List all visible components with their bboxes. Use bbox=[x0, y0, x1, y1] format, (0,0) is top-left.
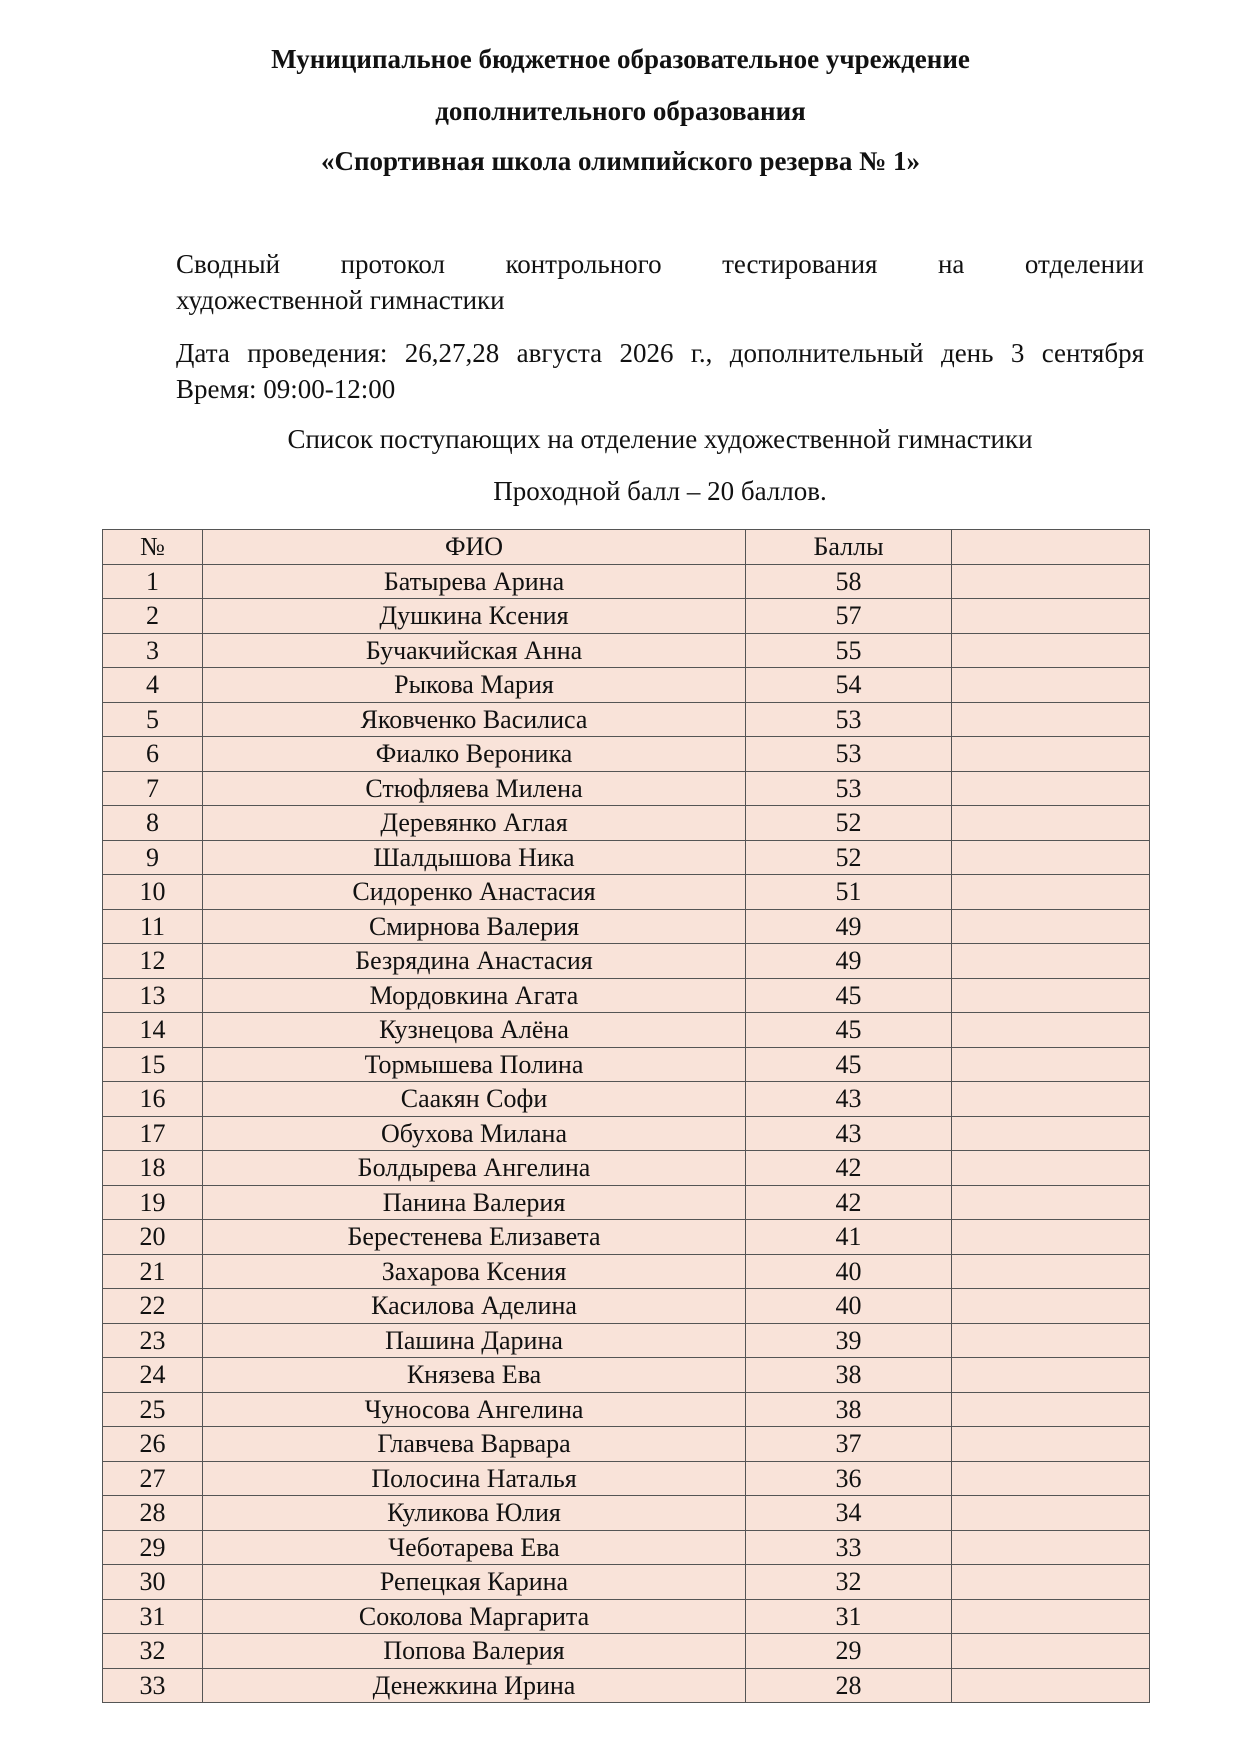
header-name: ФИО bbox=[203, 530, 746, 565]
row-extra-cell bbox=[952, 840, 1150, 875]
row-score: 32 bbox=[746, 1565, 952, 1600]
row-score: 34 bbox=[746, 1496, 952, 1531]
row-extra-cell bbox=[952, 599, 1150, 634]
row-score: 38 bbox=[746, 1358, 952, 1393]
row-score: 57 bbox=[746, 599, 952, 634]
pass-score: Проходной балл – 20 баллов. bbox=[493, 476, 827, 506]
row-extra-cell bbox=[952, 1323, 1150, 1358]
row-score: 45 bbox=[746, 1047, 952, 1082]
row-score: 37 bbox=[746, 1427, 952, 1462]
table-row bbox=[103, 564, 1150, 599]
row-name: Берестенева Елизавета bbox=[203, 1220, 746, 1255]
row-number: 8 bbox=[103, 806, 203, 841]
row-number: 33 bbox=[103, 1668, 203, 1703]
row-extra-cell bbox=[952, 1461, 1150, 1496]
row-name: Душкина Ксения bbox=[203, 599, 746, 634]
row-name: Касилова Аделина bbox=[203, 1289, 746, 1324]
table-row bbox=[103, 1461, 1150, 1496]
row-name: Деревянко Аглая bbox=[203, 806, 746, 841]
row-extra-cell bbox=[952, 1599, 1150, 1634]
row-score: 28 bbox=[746, 1668, 952, 1703]
row-name: Чеботарева Ева bbox=[203, 1530, 746, 1565]
row-extra-cell bbox=[952, 1668, 1150, 1703]
table-row bbox=[103, 1082, 1150, 1117]
row-number: 21 bbox=[103, 1254, 203, 1289]
table-row bbox=[103, 1392, 1150, 1427]
row-score: 39 bbox=[746, 1323, 952, 1358]
row-extra-cell bbox=[952, 1254, 1150, 1289]
table-row bbox=[103, 875, 1150, 910]
row-score: 41 bbox=[746, 1220, 952, 1255]
row-extra-cell bbox=[952, 1530, 1150, 1565]
table-row bbox=[103, 1220, 1150, 1255]
table-row bbox=[103, 1530, 1150, 1565]
row-number: 28 bbox=[103, 1496, 203, 1531]
row-name: Смирнова Валерия bbox=[203, 909, 746, 944]
row-name: Яковченко Василиса bbox=[203, 702, 746, 737]
row-number: 14 bbox=[103, 1013, 203, 1048]
table-row bbox=[103, 1289, 1150, 1324]
row-extra-cell bbox=[952, 1358, 1150, 1393]
row-score: 42 bbox=[746, 1185, 952, 1220]
table-row bbox=[103, 1047, 1150, 1082]
row-extra-cell bbox=[952, 771, 1150, 806]
row-extra-cell bbox=[952, 1634, 1150, 1669]
row-name: Попова Валерия bbox=[203, 1634, 746, 1669]
row-score: 45 bbox=[746, 978, 952, 1013]
row-extra-cell bbox=[952, 909, 1150, 944]
row-score: 40 bbox=[746, 1254, 952, 1289]
row-name: Фиалко Вероника bbox=[203, 737, 746, 772]
table-row bbox=[103, 771, 1150, 806]
row-number: 3 bbox=[103, 633, 203, 668]
table-row bbox=[103, 702, 1150, 737]
row-score: 53 bbox=[746, 737, 952, 772]
table-row bbox=[103, 1668, 1150, 1703]
protocol-date: Дата проведения: 26,27,28 августа 2026 г., дополнительный день 3 сентября bbox=[176, 338, 1144, 368]
row-number: 15 bbox=[103, 1047, 203, 1082]
row-number: 17 bbox=[103, 1116, 203, 1151]
row-name: Кузнецова Алёна bbox=[203, 1013, 746, 1048]
table-row bbox=[103, 909, 1150, 944]
row-score: 54 bbox=[746, 668, 952, 703]
table-row bbox=[103, 1427, 1150, 1462]
row-number: 18 bbox=[103, 1151, 203, 1186]
table-row bbox=[103, 840, 1150, 875]
row-name: Саакян Софи bbox=[203, 1082, 746, 1117]
row-name: Репецкая Карина bbox=[203, 1565, 746, 1600]
list-title: Список поступающих на отделение художественной гимнастики bbox=[287, 424, 1033, 454]
row-extra-cell bbox=[952, 1565, 1150, 1600]
row-score: 51 bbox=[746, 875, 952, 910]
row-number: 2 bbox=[103, 599, 203, 634]
table-row bbox=[103, 1565, 1150, 1600]
row-number: 30 bbox=[103, 1565, 203, 1600]
row-number: 32 bbox=[103, 1634, 203, 1669]
table-body bbox=[103, 564, 1150, 1703]
row-number: 22 bbox=[103, 1289, 203, 1324]
table-row bbox=[103, 633, 1150, 668]
table-row bbox=[103, 1254, 1150, 1289]
row-number: 1 bbox=[103, 564, 203, 599]
row-score: 38 bbox=[746, 1392, 952, 1427]
row-number: 10 bbox=[103, 875, 203, 910]
row-name: Мордовкина Агата bbox=[203, 978, 746, 1013]
row-score: 43 bbox=[746, 1116, 952, 1151]
row-name: Рыкова Мария bbox=[203, 668, 746, 703]
row-score: 42 bbox=[746, 1151, 952, 1186]
row-score: 55 bbox=[746, 633, 952, 668]
row-extra-cell bbox=[952, 806, 1150, 841]
protocol-title-line2: художественной гимнастики bbox=[176, 285, 505, 315]
row-extra-cell bbox=[952, 1220, 1150, 1255]
table-header-row bbox=[103, 530, 1150, 565]
table-row bbox=[103, 1116, 1150, 1151]
row-extra-cell bbox=[952, 944, 1150, 979]
row-number: 29 bbox=[103, 1530, 203, 1565]
row-score: 43 bbox=[746, 1082, 952, 1117]
protocol-title-line1: Сводный протокол контрольного тестирования на отделении bbox=[176, 249, 1144, 279]
row-score: 49 bbox=[746, 944, 952, 979]
row-number: 26 bbox=[103, 1427, 203, 1462]
row-extra-cell bbox=[952, 668, 1150, 703]
row-score: 52 bbox=[746, 806, 952, 841]
table-row bbox=[103, 1634, 1150, 1669]
row-number: 13 bbox=[103, 978, 203, 1013]
row-number: 20 bbox=[103, 1220, 203, 1255]
table-row bbox=[103, 944, 1150, 979]
row-score: 49 bbox=[746, 909, 952, 944]
row-extra-cell bbox=[952, 633, 1150, 668]
row-extra-cell bbox=[952, 875, 1150, 910]
row-score: 40 bbox=[746, 1289, 952, 1324]
row-name: Шалдышова Ника bbox=[203, 840, 746, 875]
row-score: 58 bbox=[746, 564, 952, 599]
row-number: 25 bbox=[103, 1392, 203, 1427]
row-score: 31 bbox=[746, 1599, 952, 1634]
row-name: Тормышева Полина bbox=[203, 1047, 746, 1082]
table-row bbox=[103, 599, 1150, 634]
row-number: 31 bbox=[103, 1599, 203, 1634]
row-name: Пашина Дарина bbox=[203, 1323, 746, 1358]
institution-name-line1: Муниципальное бюджетное образовательное учреждение bbox=[271, 44, 970, 74]
institution-name-line3: «Спортивная школа олимпийского резерва № 1» bbox=[320, 146, 921, 176]
row-name: Сидоренко Анастасия bbox=[203, 875, 746, 910]
row-extra-cell bbox=[952, 1185, 1150, 1220]
row-name: Главчева Варвара bbox=[203, 1427, 746, 1462]
row-number: 5 bbox=[103, 702, 203, 737]
row-name: Захарова Ксения bbox=[203, 1254, 746, 1289]
row-extra-cell bbox=[952, 1289, 1150, 1324]
row-extra-cell bbox=[952, 702, 1150, 737]
row-number: 11 bbox=[103, 909, 203, 944]
table-row bbox=[103, 1151, 1150, 1186]
table-row bbox=[103, 978, 1150, 1013]
header-extra bbox=[952, 530, 1150, 565]
row-number: 19 bbox=[103, 1185, 203, 1220]
header-number: № bbox=[103, 530, 203, 565]
row-name: Князева Ева bbox=[203, 1358, 746, 1393]
protocol-time: Время: 09:00-12:00 bbox=[176, 374, 396, 404]
row-name: Болдырева Ангелина bbox=[203, 1151, 746, 1186]
row-score: 45 bbox=[746, 1013, 952, 1048]
row-extra-cell bbox=[952, 1427, 1150, 1462]
row-number: 6 bbox=[103, 737, 203, 772]
row-number: 23 bbox=[103, 1323, 203, 1358]
row-score: 52 bbox=[746, 840, 952, 875]
table-row bbox=[103, 1013, 1150, 1048]
row-number: 12 bbox=[103, 944, 203, 979]
row-extra-cell bbox=[952, 978, 1150, 1013]
row-extra-cell bbox=[952, 1496, 1150, 1531]
institution-name-line2: дополнительного образования bbox=[435, 96, 806, 126]
row-number: 16 bbox=[103, 1082, 203, 1117]
row-extra-cell bbox=[952, 1116, 1150, 1151]
row-name: Куликова Юлия bbox=[203, 1496, 746, 1531]
row-extra-cell bbox=[952, 1047, 1150, 1082]
table-row bbox=[103, 1496, 1150, 1531]
row-name: Стюфляева Милена bbox=[203, 771, 746, 806]
row-name: Чуносова Ангелина bbox=[203, 1392, 746, 1427]
row-name: Батырева Арина bbox=[203, 564, 746, 599]
row-number: 24 bbox=[103, 1358, 203, 1393]
row-extra-cell bbox=[952, 1082, 1150, 1117]
row-name: Денежкина Ирина bbox=[203, 1668, 746, 1703]
row-name: Панина Валерия bbox=[203, 1185, 746, 1220]
table-row bbox=[103, 1599, 1150, 1634]
row-number: 9 bbox=[103, 840, 203, 875]
row-extra-cell bbox=[952, 737, 1150, 772]
row-name: Соколова Маргарита bbox=[203, 1599, 746, 1634]
row-number: 4 bbox=[103, 668, 203, 703]
row-score: 29 bbox=[746, 1634, 952, 1669]
results-table bbox=[102, 529, 1150, 1703]
row-number: 27 bbox=[103, 1461, 203, 1496]
header-score: Баллы bbox=[746, 530, 952, 565]
row-score: 53 bbox=[746, 771, 952, 806]
row-extra-cell bbox=[952, 564, 1150, 599]
row-name: Полосина Наталья bbox=[203, 1461, 746, 1496]
row-name: Обухова Милана bbox=[203, 1116, 746, 1151]
table-row bbox=[103, 1185, 1150, 1220]
table-row bbox=[103, 1358, 1150, 1393]
row-score: 53 bbox=[746, 702, 952, 737]
table-row bbox=[103, 1323, 1150, 1358]
row-score: 36 bbox=[746, 1461, 952, 1496]
row-extra-cell bbox=[952, 1151, 1150, 1186]
row-extra-cell bbox=[952, 1392, 1150, 1427]
row-name: Безрядина Анастасия bbox=[203, 944, 746, 979]
row-extra-cell bbox=[952, 1013, 1150, 1048]
table-row bbox=[103, 806, 1150, 841]
row-score: 33 bbox=[746, 1530, 952, 1565]
table-row bbox=[103, 737, 1150, 772]
table-row bbox=[103, 668, 1150, 703]
row-name: Бучакчийская Анна bbox=[203, 633, 746, 668]
row-number: 7 bbox=[103, 771, 203, 806]
